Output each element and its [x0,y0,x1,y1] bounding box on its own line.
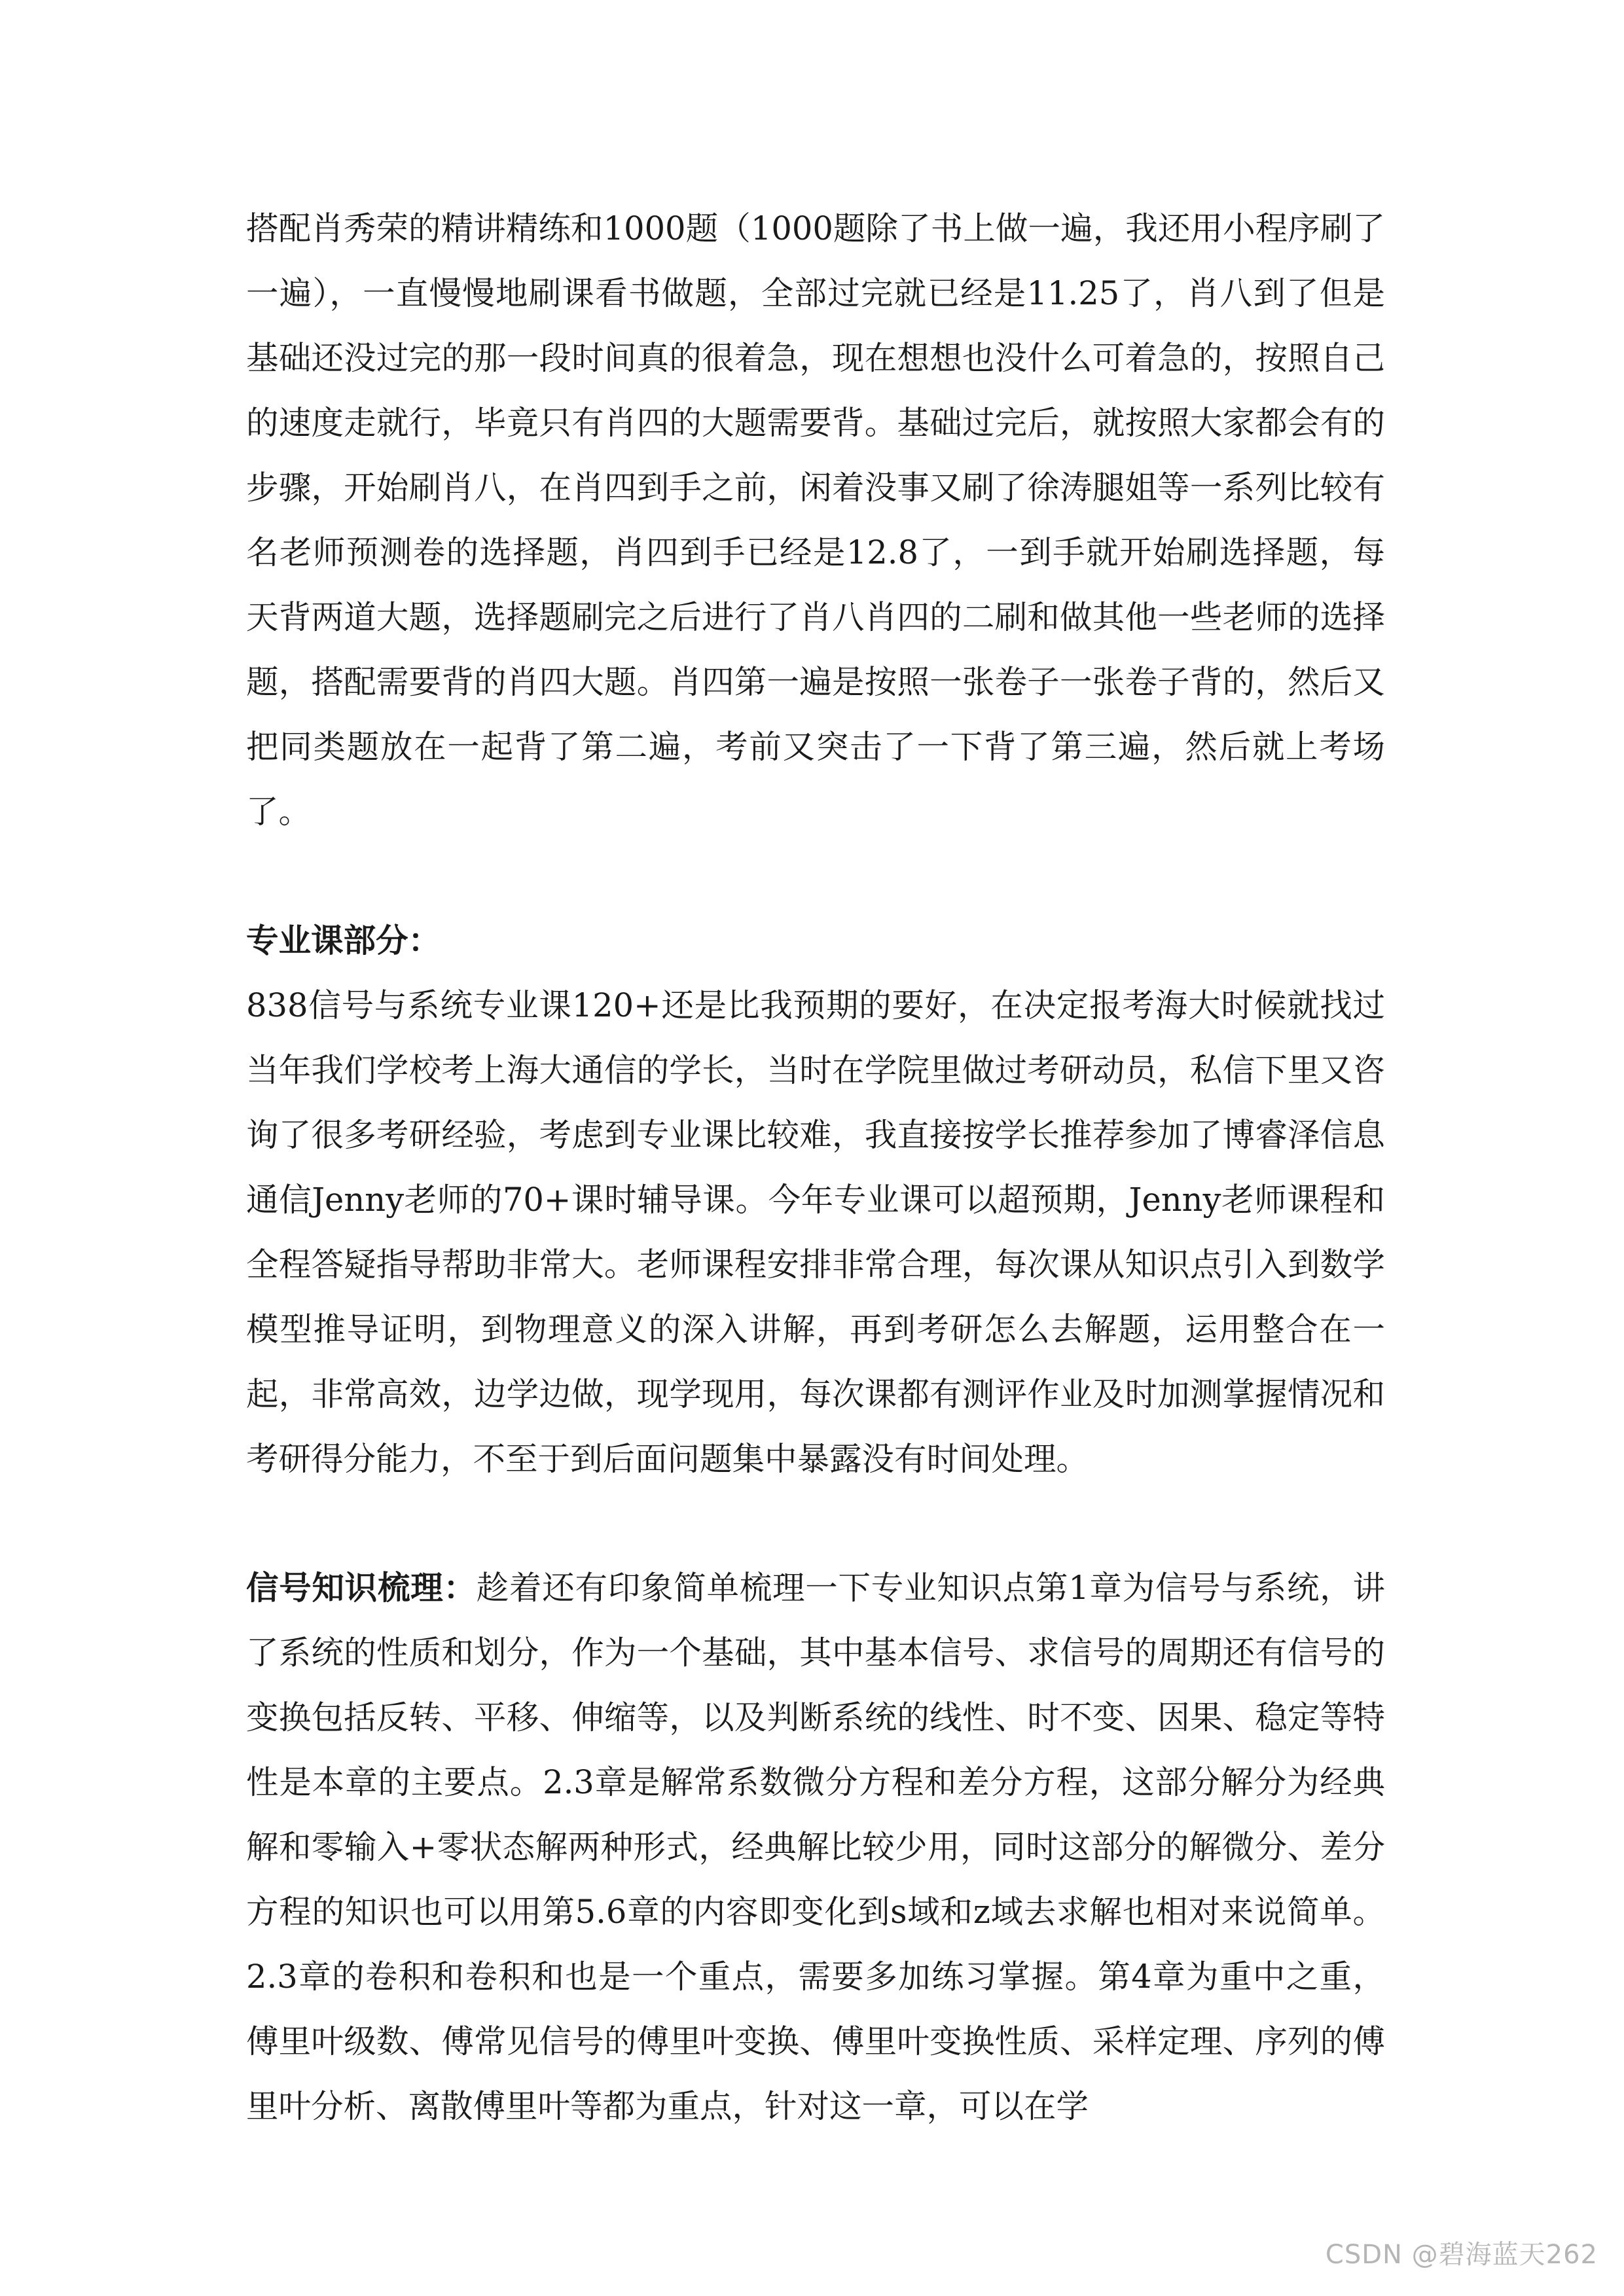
paragraph-spacer [246,844,1385,908]
signal-knowledge-paragraph [246,1556,1385,2139]
signal-knowledge-heading: 信号知识梳理： [246,1569,477,1607]
document-body [246,196,1385,2139]
major-course-heading: 专业课部分： [246,922,441,960]
csdn-watermark: CSDN @碧海蓝天262 [1325,2240,1598,2270]
study-plan-paragraph: 搭配肖秀荣的精讲精练和1000题（1000题除了书上做一遍，我还用小程序刷了一遍），一直慢慢地刷课看书做题，全部过完就已经是11.25了，肖八到了但是基础还没过完的那一段时间真的很着急，现在想想也没什么可着急的，按照自己的速度走就行，毕竟只有肖四的大题需要背。基础过完后，就按照大家都会有的步骤，开始刷肖八，在肖四到手之前，闲着没事又刷了徐涛腿姐等一系列比较有名老师预测卷的选择题，肖四到手已经是12.8了，一到手就开始刷选择题，每天背两道大题，选择题刷完之后进行了肖八肖四的二刷和做其他一些老师的选择题，搭配需要背的肖四大题。肖四第一遍是按照一张卷子一张卷子背的，然后又把同类题放在一起背了第二遍，考前又突击了一下背了第三遍，然后就上考场了。 [246,209,1385,831]
major-course-paragraph: 838信号与系统专业课120+还是比我预期的要好，在决定报考海大时候就找过当年我们学校考上海大通信的学长，当时在学院里做过考研动员，私信下里又咨询了很多考研经验，考虑到专业课比较难，我直接按学长推荐参加了博睿泽信息通信Jenny老师的70+课时辅导课。今年专业课可以超预期，Jenny老师课程和全程答疑指导帮助非常大。老师课程安排非常合理，每次课从知识点引入到数学模型推导证明，到物理意义的深入讲解，再到考研怎么去解题，运用整合在一起，非常高效，边学边做，现学现用，每次课都有测评作业及时加测掌握情况和考研得分能力，不至于到后面问题集中暴露没有时间处理。 [246,986,1385,1478]
paragraph-spacer [246,1492,1385,1556]
signal-knowledge-body: 趁着还有印象简单梳理一下专业知识点第1章为信号与系统，讲了系统的性质和划分，作为一个基础，其中基本信号、求信号的周期还有信号的变换包括反转、平移、伸缩等，以及判断系统的线性、时不变、因果、稳定等特性是本章的主要点。2.3章是解常系数微分方程和差分方程，这部分解分为经典解和零输入+零状态解两种形式，经典解比较少用，同时这部分的解微分、差分方程的知识也可以用第5.6章的内容即变化到s域和z域去求解也相对来说简单。2.3章的卷积和卷积和也是一个重点，需要多加练习掌握。第4章为重中之重，傅里叶级数、傅常见信号的傅里叶变换、傅里叶变换性质、采样定理、序列的傅里叶分析、离散傅里叶等都为重点，针对这一章，可以在学 [246,1569,1385,2125]
